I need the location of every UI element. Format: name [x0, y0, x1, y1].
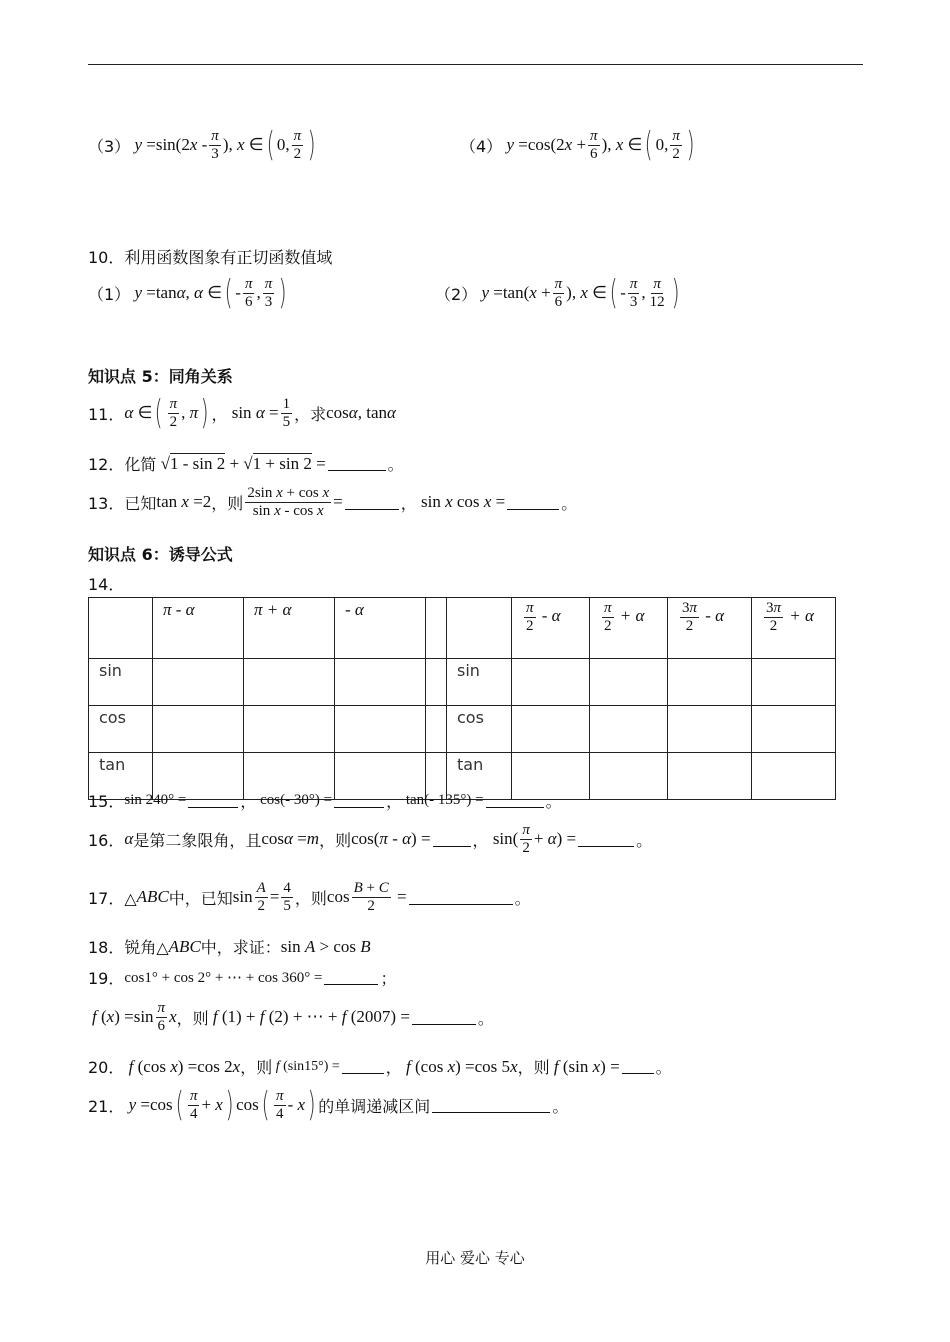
- question-10-1: （1） y =tanα, α ∈ ( - $\frac{\pi}{6}$ , $\frac{\pi}{3}$ ): [88, 273, 287, 313]
- question-10: 10．利用函数图象有正切函数值域: [88, 248, 333, 267]
- question-11: 11． α ∈ ( $\frac{\pi}{2}$ , π ) ， sin α = $\frac{1}{5}$ ，求 cosα, tanα: [88, 393, 396, 433]
- answer-blank[interactable]: [188, 793, 238, 808]
- table-header: π + α: [244, 598, 335, 659]
- table-header: π - α: [153, 598, 244, 659]
- table-row: sin sin: [89, 659, 836, 706]
- answer-blank[interactable]: [345, 495, 399, 510]
- answer-blank[interactable]: [334, 793, 384, 808]
- problem-4: （4） y =cos(2x + $\frac{\pi}{6}$ ), x ∈ ( 0, $\frac{\pi}{2}$ ): [460, 125, 695, 165]
- table-header: $\frac{3\pi}{2}$ - α: [668, 598, 752, 659]
- answer-blank[interactable]: [412, 1010, 476, 1025]
- section-6-heading: 知识点 6：诱导公式: [88, 545, 233, 564]
- induction-formula-table: [88, 597, 836, 800]
- answer-blank[interactable]: [507, 495, 559, 510]
- answer-blank[interactable]: [622, 1059, 654, 1074]
- answer-blank[interactable]: [324, 970, 378, 985]
- header-rule: [88, 64, 863, 65]
- table-header: $\frac{3\pi}{2}$ + α: [752, 598, 836, 659]
- table-header: $\frac{\pi}{2}$ + α: [590, 598, 668, 659]
- answer-blank[interactable]: [486, 793, 544, 808]
- problem-3: （3） y =sin(2x - $\frac{\pi}{3}$ ), x ∈ ( 0, $\frac{\pi}{2}$ ): [88, 125, 316, 165]
- question-20: 20． f (cos x) =cos 2x ，则 f (sin15°) = ， f (cos x) =cos 5x ，则 f (sin x) = 。: [88, 1056, 672, 1077]
- table-header-row: [89, 598, 836, 659]
- question-12: 12．化简 √1 - sin 2 + √1 + sin 2 = 。: [88, 453, 404, 474]
- question-10-2: （2） y =tan(x + $\frac{\pi}{6}$ ), x ∈ ( - $\frac{\pi}{3}$ , $\frac{\pi}{12}$ ): [435, 273, 680, 313]
- question-19: 19． cos1° + cos 2° + ⋯ + cos 360° = ；: [88, 969, 397, 988]
- table-header: - α: [335, 598, 426, 659]
- question-18: 18．锐角△ ABC 中，求证： sin A > cos B: [88, 936, 371, 957]
- answer-blank[interactable]: [328, 456, 386, 471]
- page-footer: 用心 爱心 专心: [425, 1249, 525, 1267]
- question-16: 16． α 是第二象限角，且 cosα =m ，则 cos(π - α) = ， sin( $\frac{\pi}{2}$ + α) = 。: [88, 822, 653, 856]
- section-5-heading: 知识点 5：同角关系: [88, 367, 233, 386]
- question-13: 13．已知 tan x =2 ，则 $\frac{\text{2sin x + cos x}}{\text{sin x - cos x}}$ = ， sin x cos x = 。: [88, 485, 578, 519]
- answer-blank[interactable]: [433, 832, 471, 847]
- question-19-part-2: f (x) =sin $\frac{\pi}{6}$ x ，则 f (1) + f (2) + ⋯ + f (2007) = 。: [92, 1000, 494, 1034]
- table-row: tan tan: [89, 753, 836, 800]
- question-15: 15． sin 240° = ， cos(- 30°) = ， tan(- 135°) = 。: [88, 792, 562, 811]
- question-21: 21． y =cos ( $\frac{\pi}{4}$ + x ) cos ( $\frac{\pi}{4}$ - x ) 的单调递减区间 。: [88, 1085, 569, 1125]
- answer-blank[interactable]: [432, 1098, 550, 1113]
- table-header: $\frac{\pi}{2}$ - α: [512, 598, 590, 659]
- question-17: 17．△ ABC 中，已知 sin $\frac{A}{2}$ = $\frac{4}{5}$ ，则 cos $\frac{B + C}{2}$ = 。: [88, 880, 531, 914]
- answer-blank[interactable]: [342, 1059, 384, 1074]
- answer-blank[interactable]: [578, 832, 634, 847]
- question-14: 14．: [88, 575, 125, 594]
- table-row: cos cos: [89, 706, 836, 753]
- answer-blank[interactable]: [409, 890, 513, 905]
